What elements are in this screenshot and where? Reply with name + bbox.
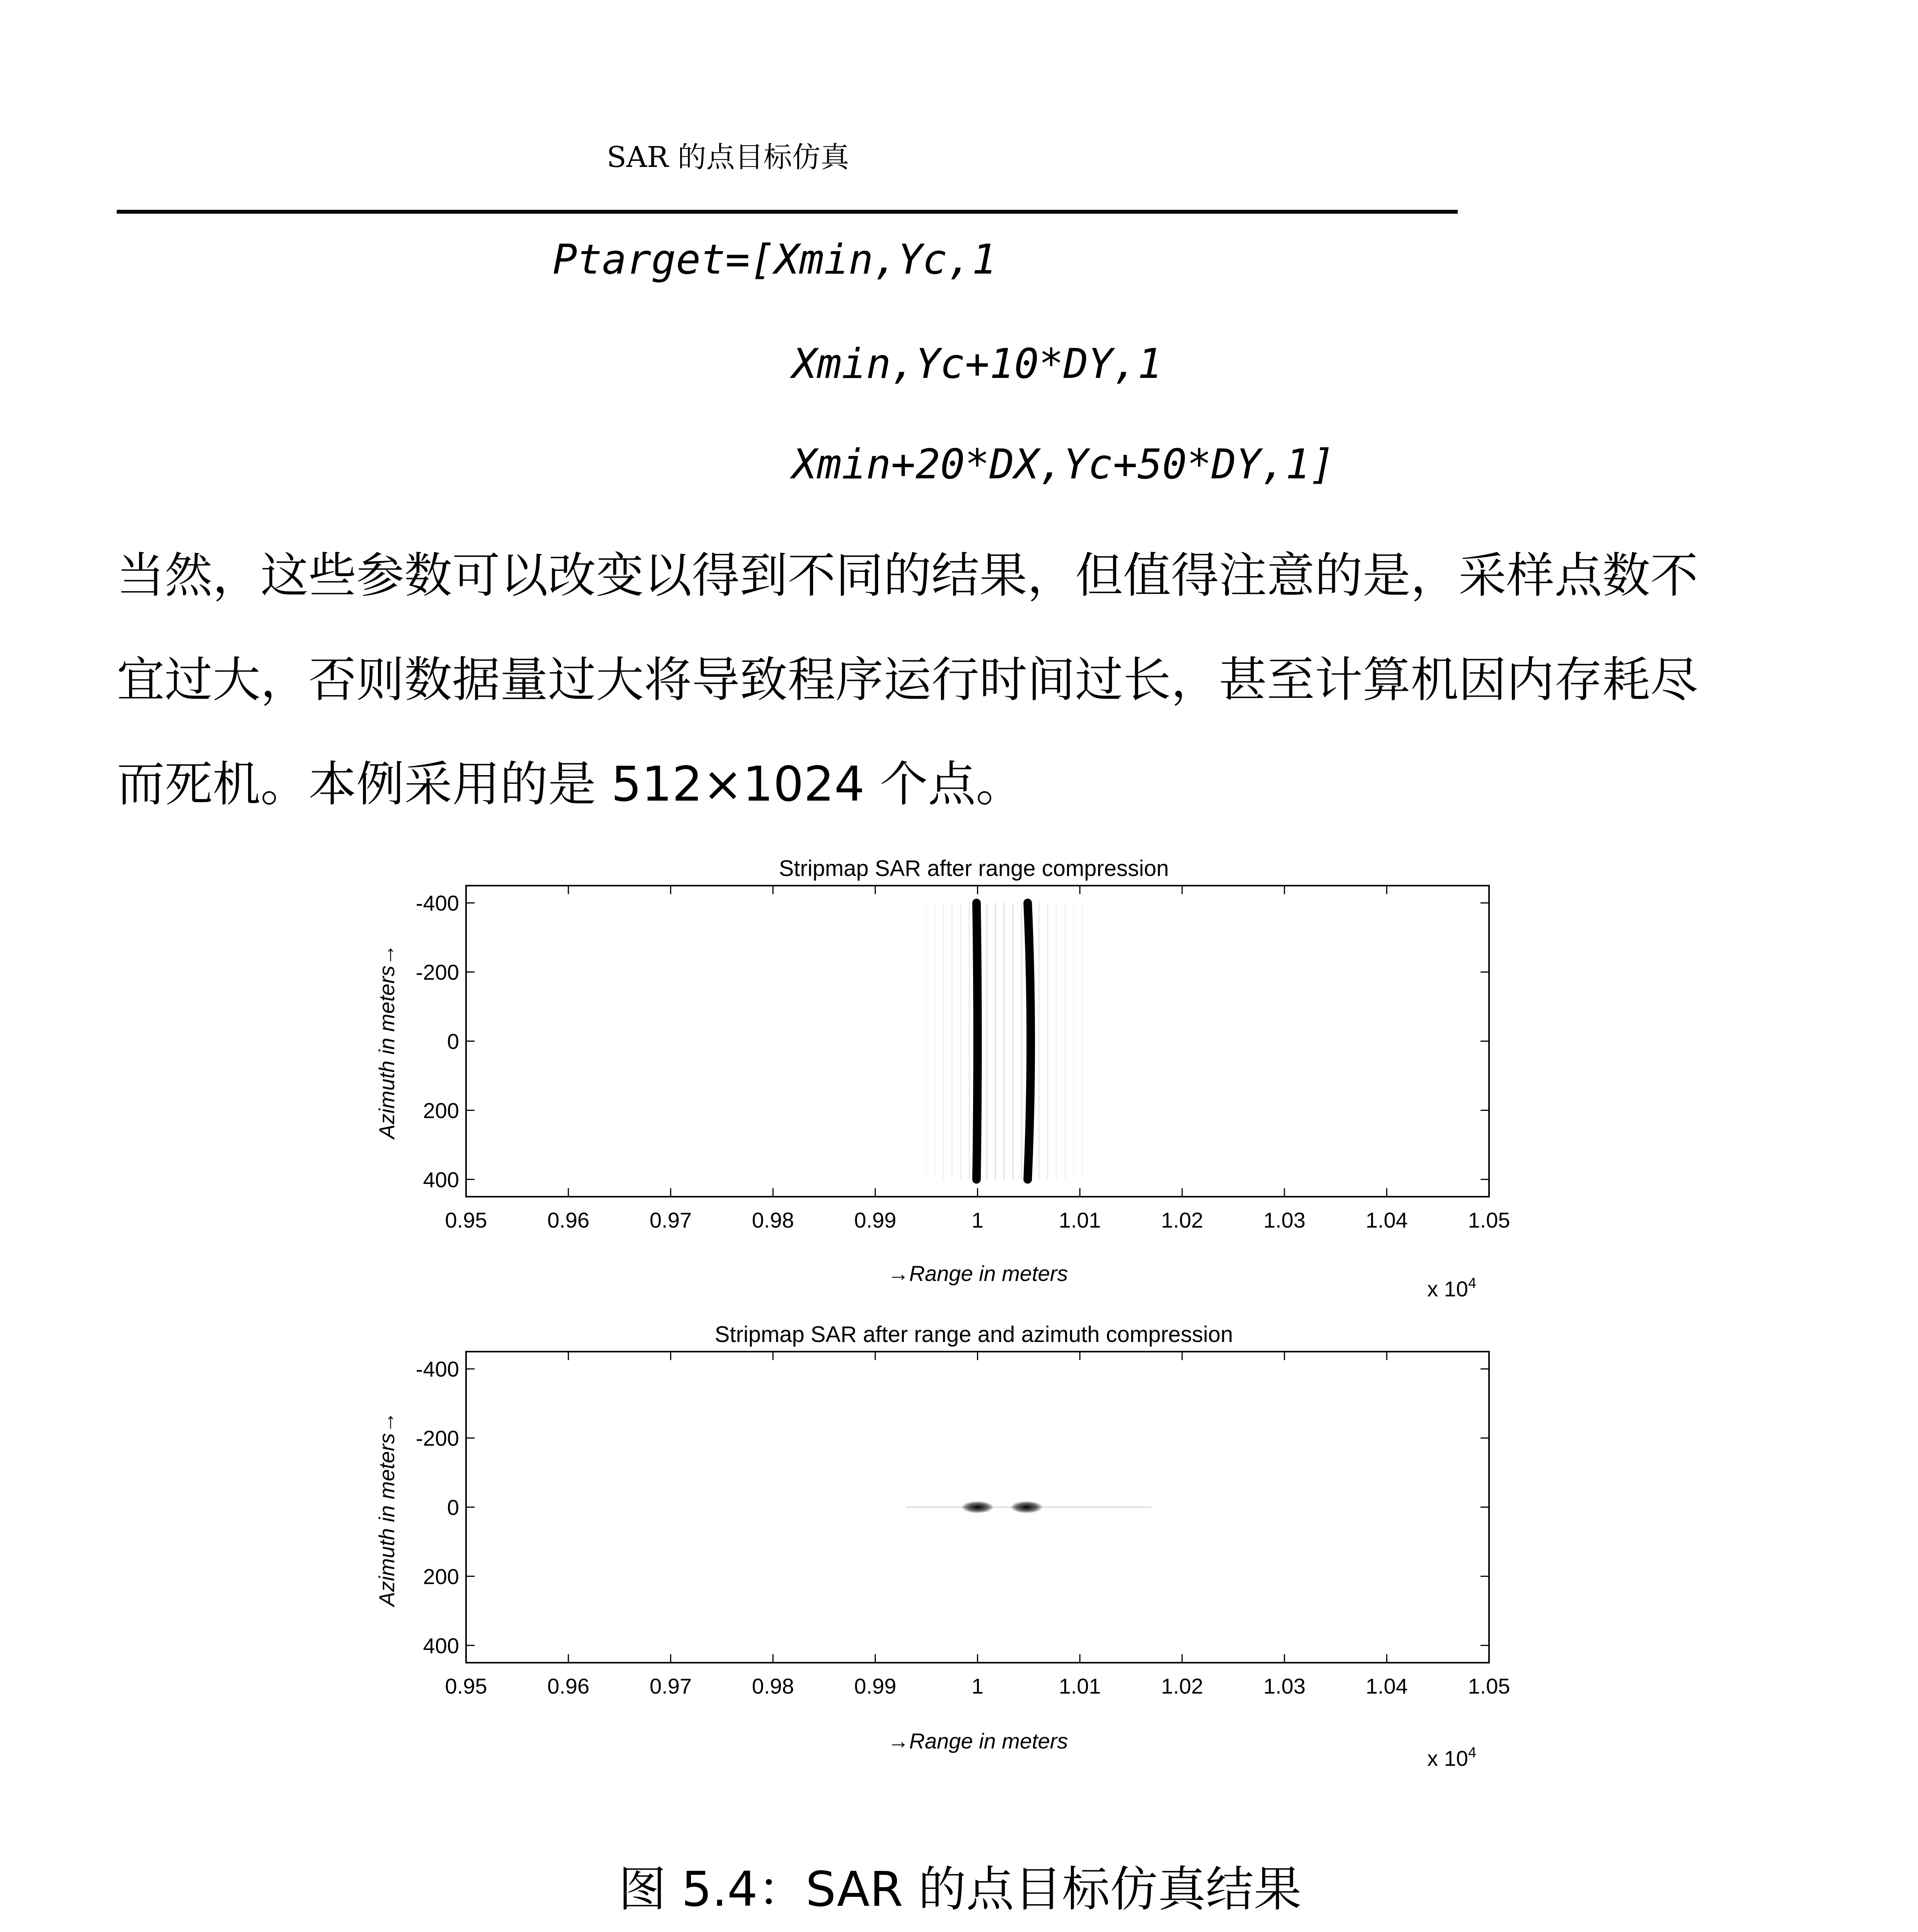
code-line: Xmin,Yc+10*DY,1 xyxy=(792,340,1162,388)
x-tick-label: 0.98 xyxy=(752,1674,794,1698)
x-tick-label: 1.04 xyxy=(1365,1674,1408,1698)
x-tick-label: 1.05 xyxy=(1468,1208,1510,1232)
x-tick-label: 1.05 xyxy=(1468,1674,1510,1698)
y-tick-label: 200 xyxy=(423,1564,459,1589)
y-tick-label: -200 xyxy=(415,960,459,985)
x-tick-label: 0.97 xyxy=(649,1208,692,1232)
x-tick-label: 0.97 xyxy=(649,1674,692,1698)
x-multiplier-base: x 10 xyxy=(1427,1746,1468,1770)
x-tick-label: 1.03 xyxy=(1263,1674,1306,1698)
point-target xyxy=(962,1501,994,1514)
x-tick-label: 1.02 xyxy=(1161,1674,1203,1698)
running-header: SAR 的点目标仿真 xyxy=(607,141,849,174)
x-multiplier-base: x 10 xyxy=(1427,1277,1468,1301)
x-tick-label: 0.96 xyxy=(547,1674,590,1698)
x-axis-label: →Range in meters xyxy=(887,1261,1068,1286)
x-multiplier-exponent: 4 xyxy=(1468,1275,1476,1291)
x-tick-label: 1.01 xyxy=(1059,1674,1101,1698)
x-tick-label: 1.04 xyxy=(1365,1208,1408,1232)
y-tick-label: 400 xyxy=(423,1167,459,1192)
code-line: Xmin+20*DX,Yc+50*DY,1] xyxy=(792,440,1335,488)
header-rule xyxy=(117,210,1458,214)
sar-figure xyxy=(356,842,1554,1801)
code-line: Ptarget=[Xmin,Yc,1 xyxy=(553,236,997,283)
paragraph-line: 当然，这些参数可以改变以得到不同的结果，但值得注意的是，采样点数不 xyxy=(117,548,1698,604)
x-tick-label: 0.96 xyxy=(547,1208,590,1232)
x-tick-label: 0.99 xyxy=(854,1674,897,1698)
x-axis-label: →Range in meters xyxy=(887,1729,1068,1753)
y-tick-label: -400 xyxy=(415,891,459,915)
x-multiplier xyxy=(1427,1275,1476,1301)
chart-title: Stripmap SAR after range and azimuth compression xyxy=(715,1322,1233,1347)
x-tick-label: 1.03 xyxy=(1263,1208,1306,1232)
azimuth-compression-chart xyxy=(374,1322,1510,1770)
x-multiplier-exponent: 4 xyxy=(1468,1745,1476,1761)
sar-figure-svg xyxy=(356,842,1554,1801)
y-axis-label: Azimuth in meters→ xyxy=(374,944,399,1139)
x-tick-label: 0.98 xyxy=(752,1208,794,1232)
x-tick-label: 1 xyxy=(971,1674,984,1698)
chart-title: Stripmap SAR after range compression xyxy=(779,856,1169,881)
x-tick-label: 1.01 xyxy=(1059,1208,1101,1232)
x-tick-label: 1.02 xyxy=(1161,1208,1203,1232)
range-migration-curve xyxy=(1028,903,1031,1180)
y-tick-label: 400 xyxy=(423,1633,459,1658)
y-tick-label: -400 xyxy=(415,1357,459,1381)
x-tick-label: 0.95 xyxy=(445,1674,487,1698)
y-tick-label: -200 xyxy=(415,1426,459,1451)
x-tick-label: 0.99 xyxy=(854,1208,897,1232)
x-multiplier xyxy=(1427,1745,1476,1770)
range-compression-chart xyxy=(374,856,1510,1301)
x-tick-label: 0.95 xyxy=(445,1208,487,1232)
y-tick-label: 200 xyxy=(423,1098,459,1123)
x-tick-label: 1 xyxy=(971,1208,984,1232)
y-tick-label: 0 xyxy=(447,1495,459,1520)
y-axis-label: Azimuth in meters→ xyxy=(374,1411,399,1607)
point-target xyxy=(1011,1501,1043,1514)
paragraph-line: 而死机。本例采用的是 512×1024 个点。 xyxy=(117,757,1024,812)
figure-caption: 图 5.4：SAR 的点目标仿真结果 xyxy=(618,1862,1302,1917)
y-tick-label: 0 xyxy=(447,1029,459,1054)
paragraph-line: 宜过大，否则数据量过大将导致程序运行时间过长，甚至计算机因内存耗尽 xyxy=(117,652,1698,708)
range-migration-curve xyxy=(977,903,978,1180)
